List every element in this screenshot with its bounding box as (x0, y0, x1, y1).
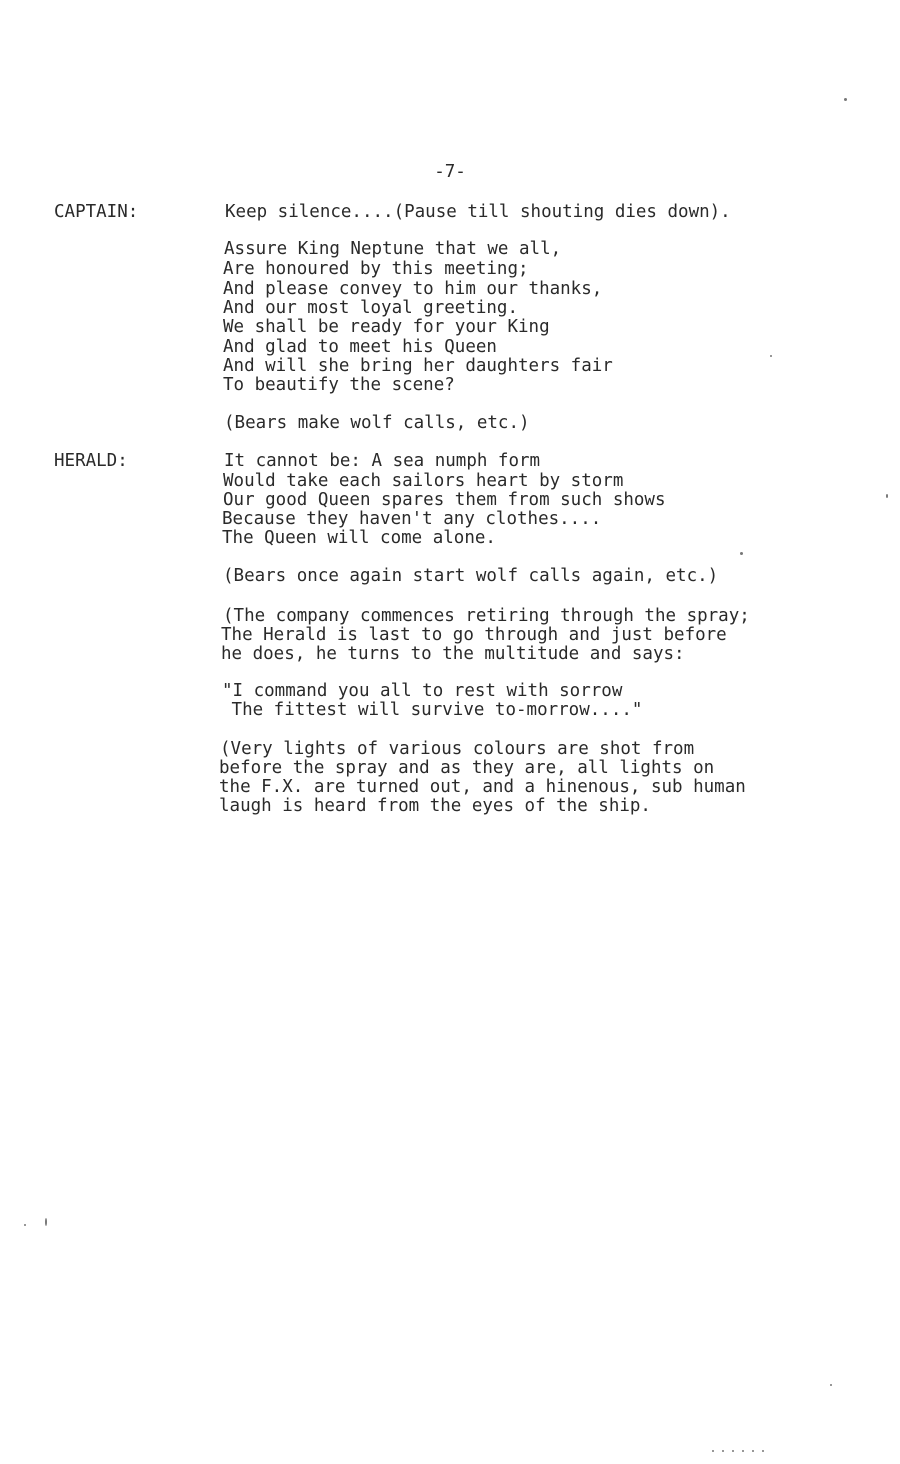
captain-line: Are honoured by this meeting; (223, 259, 529, 279)
captain-line: And our most loyal greeting. (223, 298, 519, 318)
quote-line: The fittest will survive to-morrow...." (221, 700, 643, 720)
stage-direction-line: The Herald is last to go through and just before (221, 625, 727, 645)
herald-line: Our good Queen spares them from such shows (223, 490, 666, 510)
speck (830, 1384, 832, 1386)
speck (752, 1450, 754, 1452)
herald-line: Because they haven't any clothes.... (222, 509, 602, 529)
speck (712, 1450, 714, 1452)
speck (740, 552, 743, 555)
stage-direction-line: before the spray and as they are, all lights on (219, 758, 715, 778)
captain-line: And please convey to him our thanks, (223, 279, 603, 299)
stage-direction-line: he does, he turns to the multitude and says: (221, 644, 685, 664)
page-number: -7- (434, 162, 466, 182)
speck (45, 1218, 47, 1226)
captain-line: We shall be ready for your King (223, 317, 550, 337)
captain-line: Assure King Neptune that we all, (224, 239, 562, 259)
speck (886, 494, 888, 498)
herald-line: Would take each sailors heart by storm (223, 471, 624, 491)
speck (24, 1224, 26, 1226)
stage-direction: (Bears make wolf calls, etc.) (224, 413, 530, 433)
speck (722, 1450, 724, 1452)
captain-line: And glad to meet his Queen (223, 337, 497, 357)
speck (742, 1450, 744, 1452)
quote-line: "I command you all to rest with sorrow (222, 681, 623, 701)
speaker-captain: CAPTAIN: (54, 202, 139, 222)
stage-direction: (Bears once again start wolf calls again, etc.) (223, 566, 719, 586)
captain-line: Keep silence....(Pause till shouting dies down). (225, 202, 731, 222)
speck (844, 98, 847, 101)
speck (770, 355, 772, 357)
captain-line: And will she bring her daughters fair (223, 356, 613, 376)
herald-line: It cannot be: A sea numph form (224, 451, 541, 471)
stage-direction-line: the F.X. are turned out, and a hinenous, sub human (219, 777, 746, 797)
speck (732, 1450, 734, 1452)
herald-line: The Queen will come alone. (222, 528, 496, 548)
stage-direction-line: (Very lights of various colours are shot from (220, 739, 695, 759)
stage-direction-line: laugh is heard from the eyes of the ship. (219, 796, 651, 816)
stage-direction-line: (The company commences retiring through the spray; (223, 606, 750, 626)
captain-line: To beautify the scene? (223, 375, 455, 395)
speck (762, 1450, 764, 1452)
speaker-herald: HERALD: (54, 451, 128, 471)
